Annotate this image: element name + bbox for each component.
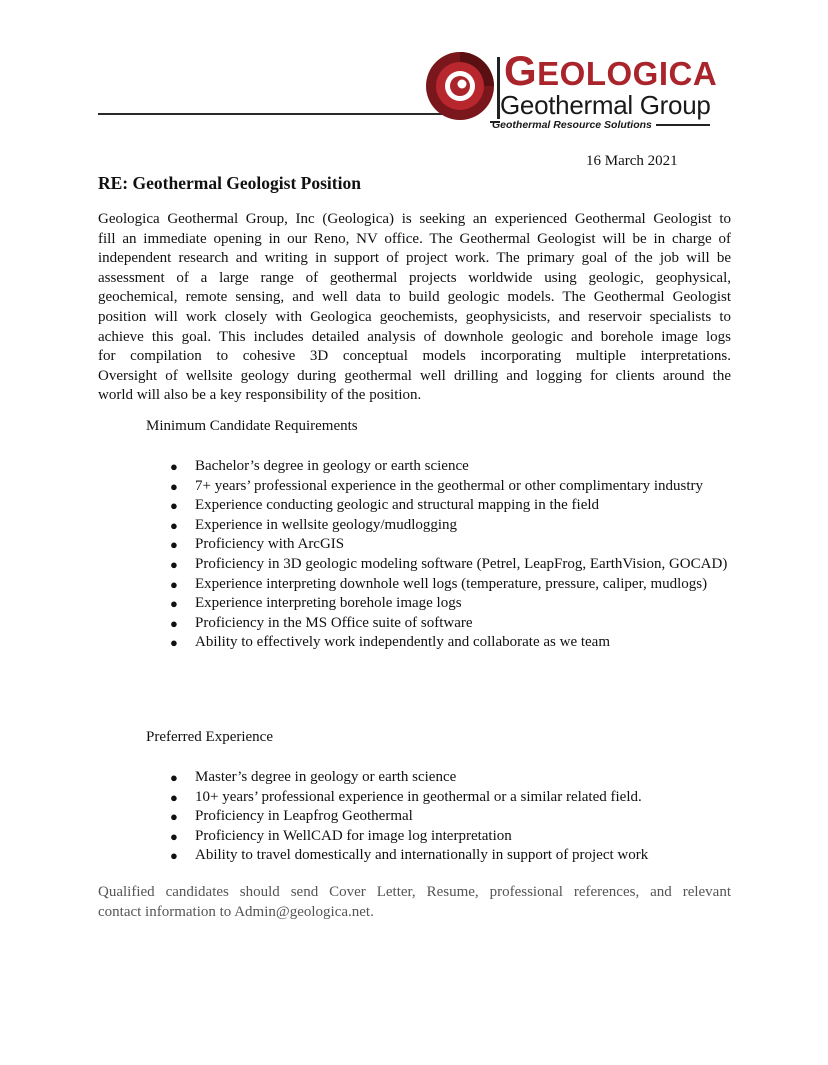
closing-line: contact information to Admin@geologica.net. (98, 903, 374, 920)
intro-line: world will also be a key responsibility of the position. (98, 387, 422, 404)
list-item-text: Proficiency in the MS Office suite of software (195, 614, 473, 631)
list-item (170, 614, 730, 634)
list-item-text: Ability to travel domestically and internationally in support of project work (195, 847, 649, 864)
intro-line: Geologica Geothermal Group, Inc (Geologica) is seeking an experienced Geothermal Geologist to (98, 211, 731, 227)
list-item-text: Proficiency in Leapfrog Geothermal (195, 808, 413, 825)
list-item (170, 516, 730, 536)
bullet-icon: ● (170, 635, 178, 651)
list-item (170, 788, 730, 808)
closing-paragraph (98, 883, 731, 922)
bullet-icon: ● (170, 498, 178, 514)
closing-line: Qualified candidates should send Cover Letter, Resume, professional references, and relevant (98, 884, 731, 900)
intro-paragraph (98, 210, 731, 406)
logo-swirl-icon (424, 50, 496, 122)
company-logo (424, 47, 734, 135)
min-requirements-heading: Minimum Candidate Requirements (146, 418, 358, 434)
list-item (170, 807, 730, 827)
list-item (170, 575, 730, 595)
list-item (170, 846, 730, 866)
bullet-icon: ● (170, 459, 178, 474)
bullet-icon: ● (170, 828, 178, 844)
list-item-text: 10+ years’ professional experience in geothermal or a similar related field. (195, 788, 642, 805)
intro-line: achieve this goal. This includes detailed analysis of downhole geologic and borehole image logs (98, 328, 731, 345)
bullet-icon: ● (170, 576, 178, 592)
bullet-icon: ● (170, 537, 178, 553)
intro-line: fill an immediate opening in our Reno, NV office. The Geothermal Geologist will be in charge of (98, 230, 731, 247)
list-item (170, 633, 730, 653)
list-item-text: Ability to effectively work independently and collaborate as we team (195, 634, 610, 651)
list-item (170, 535, 730, 555)
logo-subtitle: Geothermal Group (500, 90, 711, 120)
list-item (170, 457, 730, 477)
bullet-icon: ● (170, 596, 178, 612)
list-item-text: Experience interpreting borehole image logs (195, 595, 462, 612)
logo-tag-rule-right (656, 124, 710, 126)
list-item-text: Proficiency in 3D geologic modeling software (Petrel, LeapFrog, EarthVision, GOCAD) (195, 555, 728, 572)
bullet-icon: ● (170, 848, 178, 864)
list-item (170, 496, 730, 516)
list-item-text: Proficiency in WellCAD for image log interpretation (195, 827, 512, 844)
list-item-text: Proficiency with ArcGIS (195, 536, 345, 553)
list-item (170, 827, 730, 847)
logo-company-name (504, 47, 718, 94)
logo-name-rest: EOLOGICA (537, 55, 718, 92)
letter-subject: RE: Geothermal Geologist Position (98, 173, 361, 193)
list-item-text: Master’s degree in geology or earth science (195, 769, 457, 785)
intro-line: Oversight of wellsite geology during geothermal well drilling and logging for clients around the (98, 367, 731, 384)
logo-initial: G (504, 47, 538, 94)
bullet-icon: ● (170, 789, 178, 805)
list-item-text: Experience interpreting downhole well logs (temperature, pressure, caliper, mudlogs) (195, 575, 708, 592)
list-item (170, 768, 730, 788)
bullet-icon: ● (170, 556, 178, 572)
bullet-icon: ● (170, 615, 178, 631)
header-rule (98, 113, 476, 115)
list-item (170, 555, 730, 575)
list-item-text: Experience in wellsite geology/mudlogging (195, 516, 458, 533)
preferred-experience-heading: Preferred Experience (146, 729, 274, 745)
min-requirements-list (170, 457, 730, 653)
letter-date: 16 March 2021 (586, 153, 678, 169)
bullet-icon: ● (170, 478, 178, 494)
logo-tagline-row (492, 119, 710, 131)
bullet-icon: ● (170, 770, 178, 785)
list-item (170, 594, 730, 614)
intro-line: position will work closely with Geologica geochemists, geophysicists, and reservoir specialists to (98, 308, 731, 325)
list-item (170, 477, 730, 497)
list-item-text: Bachelor’s degree in geology or earth science (195, 458, 469, 474)
preferred-experience-list (170, 768, 730, 866)
list-item-text: 7+ years’ professional experience in the geothermal or other complimentary industry (195, 477, 704, 494)
logo-tagline: Geothermal Resource Solutions (492, 119, 652, 131)
intro-line: assessment of a large range of geothermal projects worldwide using geologic, geophysical, (98, 269, 731, 286)
intro-line: geochemical, remote sensing, and well data to build geologic models. The Geothermal Geologist (98, 289, 731, 306)
bullet-icon: ● (170, 517, 178, 533)
intro-line: for compilation to cohesive 3D conceptual models incorporating multiple interpretations. (98, 348, 731, 365)
intro-line: independent research and writing in support of project work. The primary goal of the job will be (98, 250, 731, 267)
bullet-icon: ● (170, 809, 178, 825)
list-item-text: Experience conducting geologic and structural mapping in the field (195, 497, 600, 514)
